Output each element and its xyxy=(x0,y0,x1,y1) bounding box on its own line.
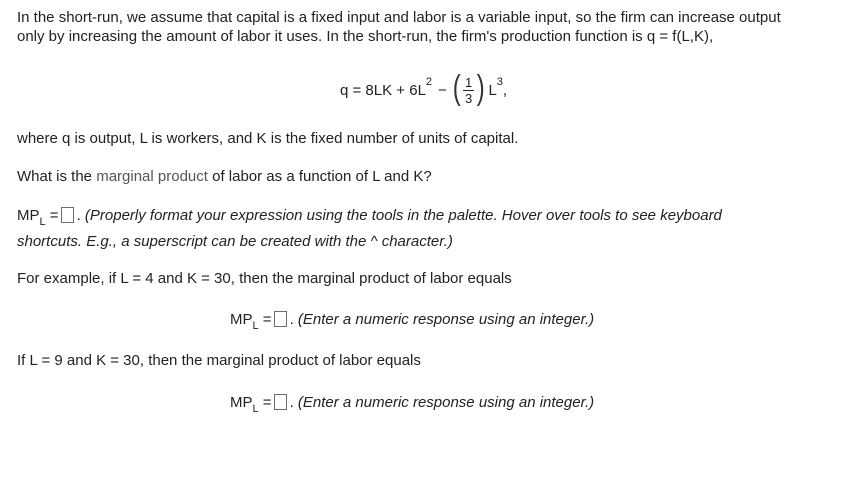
format-hint-line-2: shortcuts. E.g., a superscript can be created with the ^ character.) xyxy=(17,233,453,250)
where-text: where q is output, L is workers, and K is the fixed number of units of capital. xyxy=(17,130,519,147)
intro-line-2: only by increasing the amount of labor it uses. In the short-run, the firm's production function is q = f(L,K), xyxy=(17,28,714,45)
equals-sign: = xyxy=(262,311,272,328)
left-paren: ( xyxy=(452,69,461,107)
fraction-denominator: 3 xyxy=(465,90,473,106)
intro-line-1: In the short-run, we assume that capital is a fixed input and labor is a variable input, so the firm can increase output xyxy=(17,9,781,26)
question-text xyxy=(17,168,432,186)
equation-fraction xyxy=(463,75,474,106)
mpl-numeric-input-2[interactable] xyxy=(274,394,287,410)
numeric-hint-1: (Enter a numeric response using an integer.) xyxy=(297,311,595,328)
numeric-hint-2: (Enter a numeric response using an integer.) xyxy=(297,394,595,411)
mpl-label: MP xyxy=(230,311,253,328)
example2-answer-row xyxy=(230,394,594,413)
answer1-row xyxy=(17,207,722,226)
example1-answer-row xyxy=(230,311,594,330)
example2-dot: . xyxy=(289,394,294,411)
mpl-expression-input[interactable] xyxy=(61,207,74,223)
equation-exponent-2: 2 xyxy=(425,76,433,88)
equation-exponent-3: 3 xyxy=(496,76,503,88)
question-prefix: What is the xyxy=(17,168,97,185)
question-suffix: of labor as a function of L and K? xyxy=(207,168,432,185)
equation-var-l: L xyxy=(488,81,497,99)
example1-text: For example, if L = 4 and K = 30, then the marginal product of labor equals xyxy=(17,270,512,287)
equals-sign: = xyxy=(49,207,59,224)
mpl-label: MP xyxy=(230,394,253,411)
production-function-equation xyxy=(340,66,507,114)
mpl-label: MP xyxy=(17,207,40,224)
format-hint-line-1: (Properly format your expression using the tools in the palette. Hover over tools to see keyboard xyxy=(84,207,722,224)
mpl-subscript: L xyxy=(252,320,259,332)
mpl-numeric-input-1[interactable] xyxy=(274,311,287,327)
equation-comma: , xyxy=(502,81,508,99)
answer1-dot: . xyxy=(76,207,81,224)
right-paren: ) xyxy=(476,69,485,107)
mpl-subscript: L xyxy=(39,216,46,228)
equation-lhs: q = 8LK + 6L xyxy=(340,81,426,99)
mpl-subscript: L xyxy=(252,403,259,415)
example1-dot: . xyxy=(289,311,294,328)
equals-sign: = xyxy=(262,394,272,411)
fraction-numerator: 1 xyxy=(465,74,473,90)
marginal-product-link[interactable]: marginal product xyxy=(96,168,208,185)
example2-text: If L = 9 and K = 30, then the marginal product of labor equals xyxy=(17,352,421,369)
equation-minus: − xyxy=(438,81,447,99)
